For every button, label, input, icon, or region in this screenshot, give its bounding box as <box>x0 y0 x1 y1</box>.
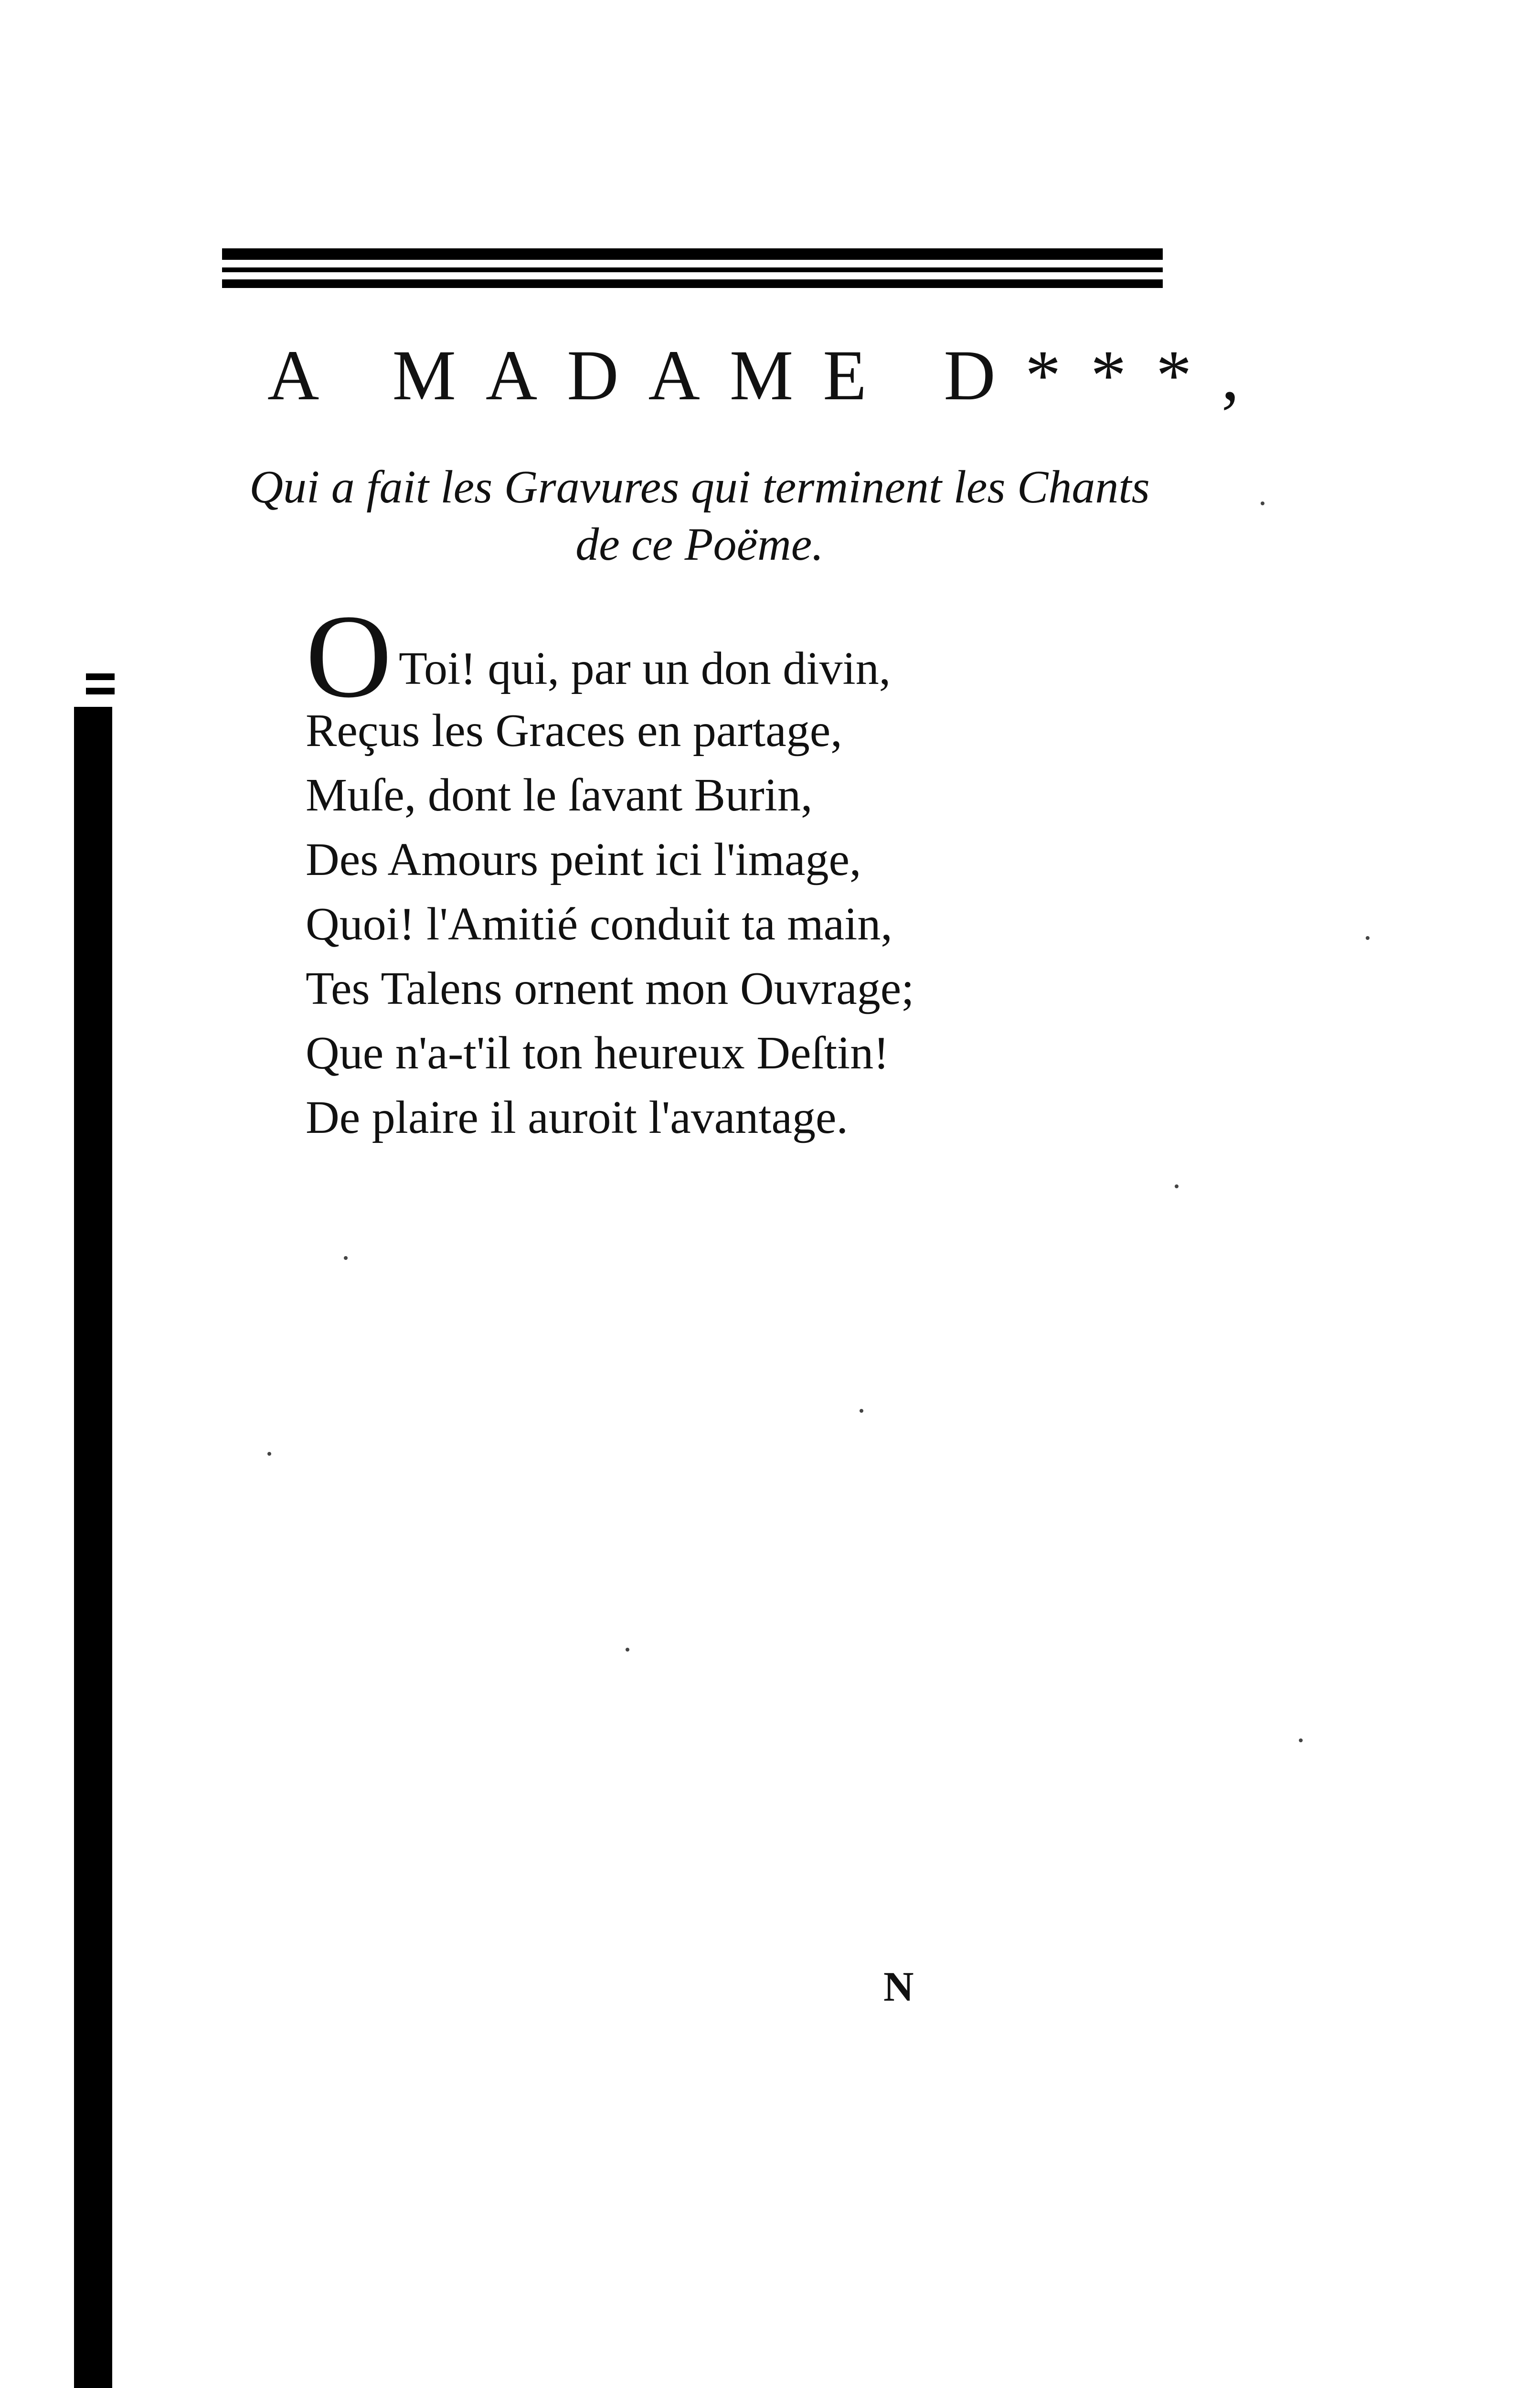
print-speck <box>1175 1184 1179 1188</box>
binding-mark-top <box>86 673 115 680</box>
poem-line: Des Amours peint ici l'image, <box>306 834 861 885</box>
drop-cap: O <box>306 590 392 723</box>
dedication-subtitle <box>220 458 1179 573</box>
poem-line: Muſe, dont le ſavant Burin, <box>306 769 813 821</box>
poem-line: Quoi! l'Amitié conduit ta main, <box>306 898 892 950</box>
ornamental-rule-middle <box>222 267 1163 272</box>
print-speck <box>1261 501 1264 505</box>
print-speck <box>860 1409 863 1413</box>
subtitle-line-2: de ce Poëme. <box>575 519 824 570</box>
print-speck <box>1299 1738 1303 1742</box>
poem-line: De plaire il auroit l'avantage. <box>306 1092 848 1143</box>
print-speck <box>626 1648 629 1652</box>
print-speck <box>344 1256 348 1260</box>
poem-line: Reçus les Graces en partage, <box>306 705 842 757</box>
print-speck <box>267 1452 271 1456</box>
poem-line: Tes Talens ornent mon Ouvrage; <box>306 963 914 1014</box>
signature-mark: N <box>883 1964 914 2010</box>
ornamental-rule-bottom <box>222 279 1163 288</box>
poem-first-line: Toi! qui, par un don divin, <box>399 643 891 694</box>
poem-line: Que n'a-t'il ton heureux Deſtin! <box>306 1027 889 1079</box>
page-binding-strip <box>74 707 112 2388</box>
binding-mark-bottom <box>86 688 115 694</box>
ornamental-rule-top <box>222 248 1163 260</box>
print-speck <box>1366 936 1370 940</box>
subtitle-line-1: Qui a fait les Gravures qui terminent les Chants <box>249 461 1150 513</box>
page-title: A MADAME D***, <box>267 336 1269 415</box>
